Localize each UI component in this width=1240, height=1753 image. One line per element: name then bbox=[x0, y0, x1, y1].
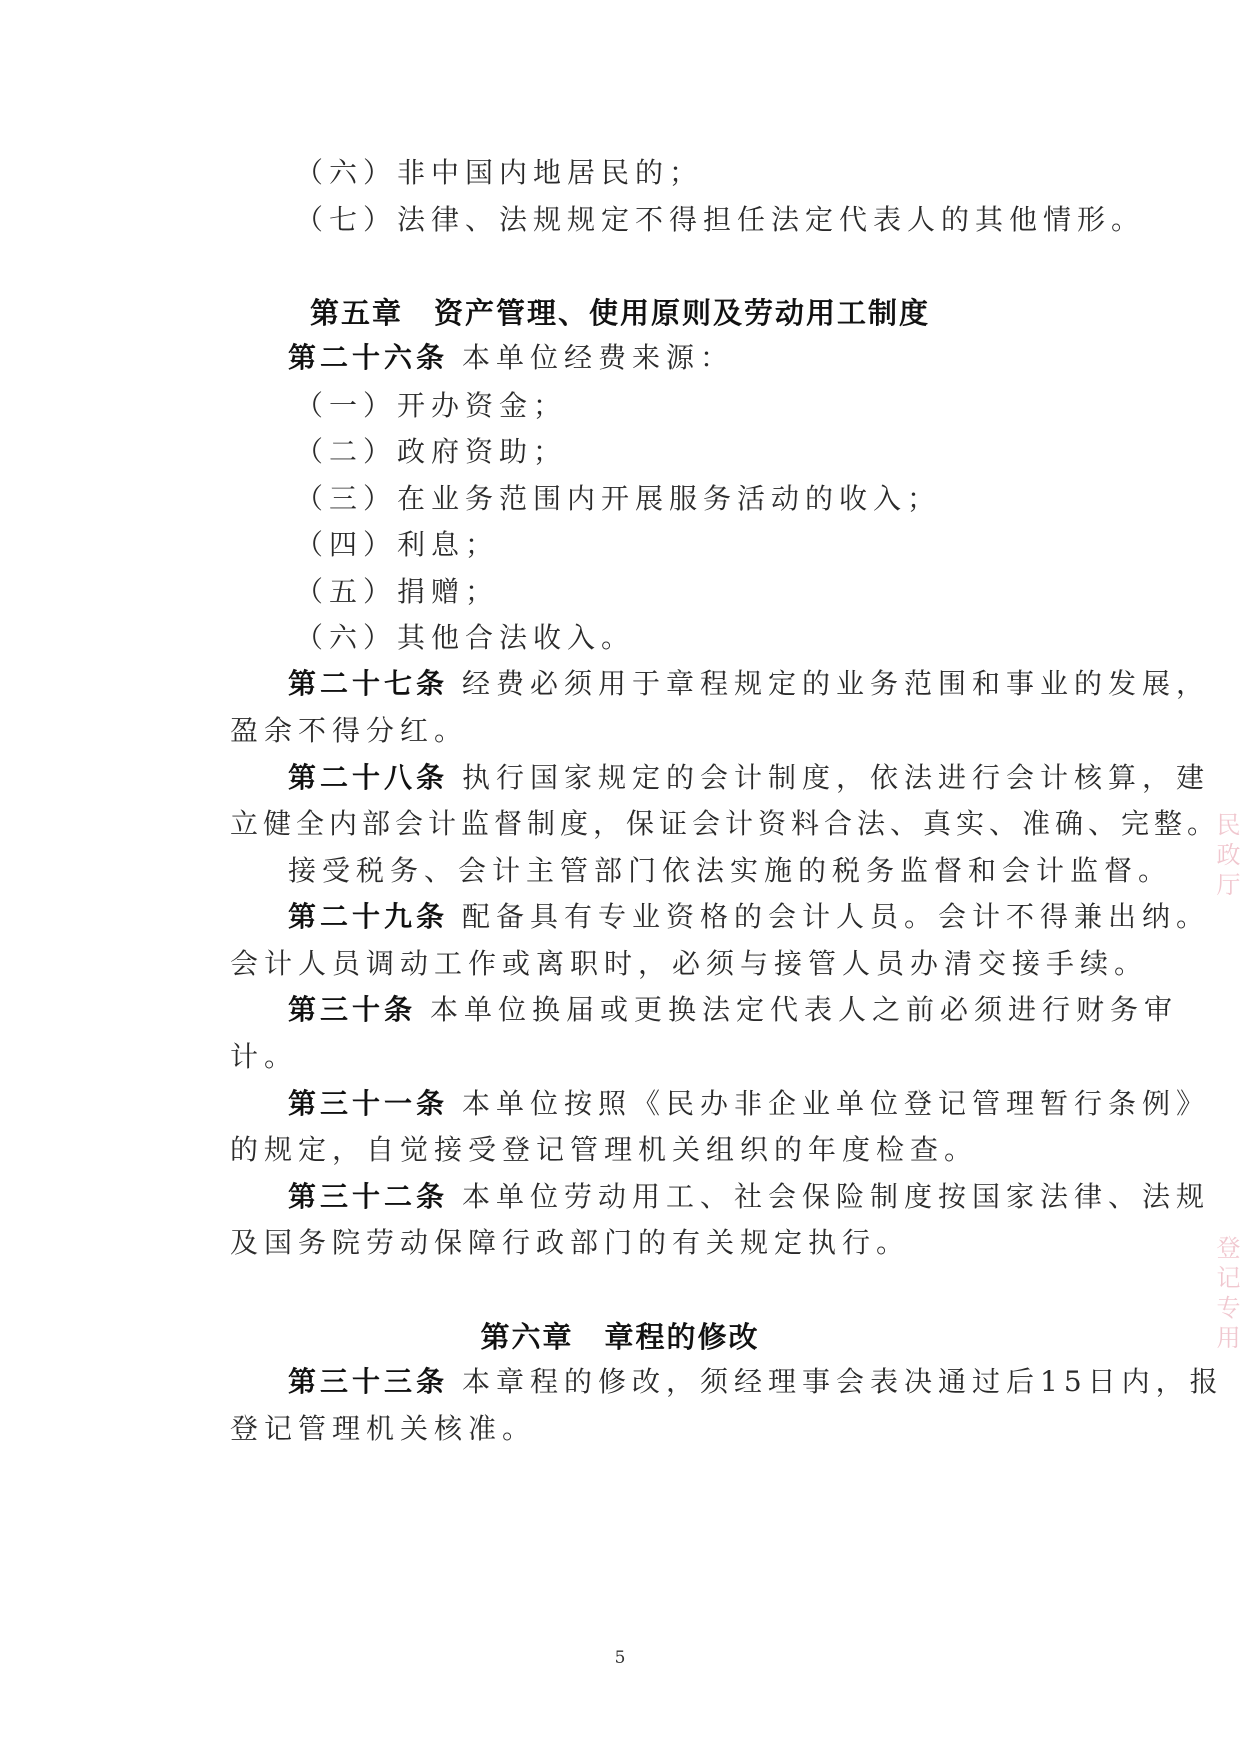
article-continuation: 计。 bbox=[230, 1040, 299, 1073]
chapter-heading: 第五章 资产管理、使用原则及劳动用工制度 bbox=[309, 296, 930, 330]
article-continuation: 登记管理机关核准。 bbox=[230, 1412, 537, 1445]
article-label: 第三十一条 bbox=[288, 1087, 449, 1120]
article-text: 经费必须用于章程规定的业务范围和事业的发展， bbox=[462, 667, 1211, 700]
article-text: 本单位换届或更换法定代表人之前必须进行财务审 bbox=[430, 993, 1179, 1026]
article-text: 本章程的修改，须经理事会表决通过后15日内，报 bbox=[462, 1365, 1224, 1398]
article-label: 第二十七条 bbox=[288, 667, 449, 700]
article-continuation: 立健全内部会计监督制度，保证会计资料合法、真实、准确、完整。 bbox=[230, 807, 1221, 840]
article-paragraph bbox=[288, 340, 734, 376]
list-item: （一）开办资金； bbox=[295, 389, 568, 422]
article-continuation: 盈余不得分红。 bbox=[230, 714, 469, 747]
list-item: （二）政府资助； bbox=[295, 435, 568, 468]
chapter-heading: 第六章 章程的修改 bbox=[480, 1320, 760, 1354]
list-item: （六）其他合法收入。 bbox=[295, 621, 636, 654]
article-text: 执行国家规定的会计制度，依法进行会计核算，建 bbox=[462, 761, 1211, 794]
article-paragraph bbox=[288, 760, 1210, 796]
article-paragraph bbox=[288, 1086, 1210, 1122]
seal-stamp-fragment: 登记专用 bbox=[1212, 1235, 1240, 1355]
article-label: 第三十三条 bbox=[288, 1365, 449, 1398]
list-item: （四）利息； bbox=[295, 528, 500, 561]
article-continuation: 会计人员调动工作或离职时，必须与接管人员办清交接手续。 bbox=[230, 947, 1149, 980]
article-paragraph bbox=[288, 1364, 1224, 1400]
article-continuation: 接受税务、会计主管部门依法实施的税务监督和会计监督。 bbox=[288, 854, 1173, 887]
article-continuation: 及国务院劳动保障行政部门的有关规定执行。 bbox=[230, 1226, 911, 1259]
article-text: 配备具有专业资格的会计人员。会计不得兼出纳。 bbox=[462, 900, 1211, 933]
article-paragraph bbox=[288, 1179, 1210, 1215]
article-paragraph bbox=[288, 666, 1210, 702]
seal-stamp-fragment: 民政厅 bbox=[1212, 812, 1240, 902]
list-item: （五）捐赠； bbox=[295, 575, 500, 608]
article-text: 本单位经费来源： bbox=[462, 341, 735, 374]
item-line: （七）法律、法规规定不得担任法定代表人的其他情形。 bbox=[295, 203, 1146, 236]
article-text: 本单位按照《民办非企业单位登记管理暂行条例》 bbox=[462, 1087, 1211, 1120]
article-text: 本单位劳动用工、社会保险制度按国家法律、法规 bbox=[462, 1180, 1211, 1213]
page-number: 5 bbox=[614, 1648, 626, 1668]
article-label: 第二十六条 bbox=[288, 341, 449, 374]
article-label: 第二十八条 bbox=[288, 761, 449, 794]
list-item: （三）在业务范围内开展服务活动的收入； bbox=[295, 482, 942, 515]
item-line: （六）非中国内地居民的； bbox=[295, 156, 704, 189]
article-paragraph bbox=[288, 992, 1178, 1028]
article-label: 第三十条 bbox=[288, 993, 417, 1026]
article-label: 第二十九条 bbox=[288, 900, 449, 933]
article-paragraph bbox=[288, 899, 1210, 935]
article-label: 第三十二条 bbox=[288, 1180, 449, 1213]
article-continuation: 的规定，自觉接受登记管理机关组织的年度检查。 bbox=[230, 1133, 979, 1166]
